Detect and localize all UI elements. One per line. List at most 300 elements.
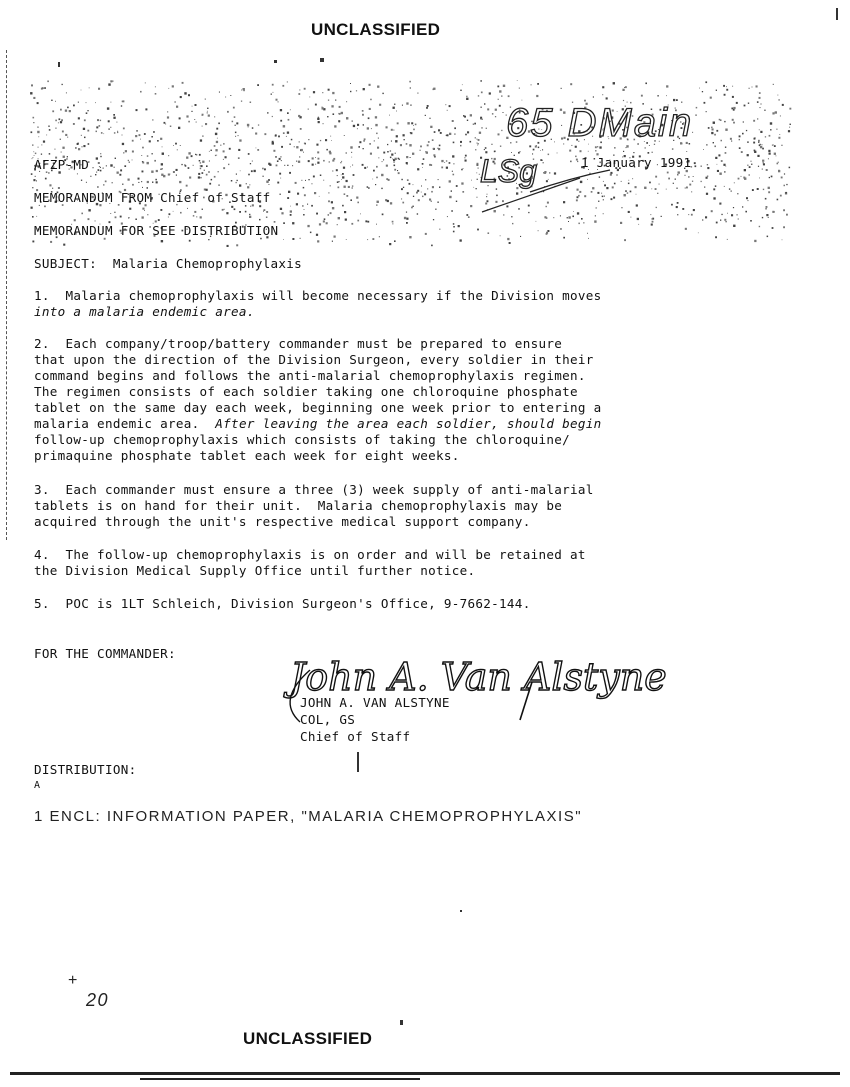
noise-dot	[60, 109, 62, 111]
noise-dot	[280, 156, 281, 157]
noise-dot	[430, 126, 432, 128]
noise-dot	[392, 221, 394, 223]
noise-dot	[31, 173, 33, 175]
noise-dot	[73, 105, 75, 107]
noise-dot	[392, 158, 393, 159]
noise-dot	[282, 85, 284, 87]
noise-dot	[67, 137, 68, 138]
noise-dot	[47, 81, 49, 83]
noise-dot	[132, 184, 134, 186]
noise-dot	[339, 106, 341, 108]
noise-dot	[96, 126, 98, 128]
noise-dot	[351, 157, 352, 158]
noise-dot	[587, 233, 588, 234]
noise-dot	[500, 235, 501, 236]
signer-rank: COL, GS	[300, 712, 356, 727]
noise-dot	[446, 135, 447, 136]
noise-dot	[428, 141, 430, 143]
noise-dot	[318, 117, 319, 118]
noise-dot	[334, 125, 336, 127]
noise-dot	[461, 169, 463, 171]
noise-dot	[333, 158, 335, 160]
distribution-value: A	[34, 780, 41, 791]
noise-dot	[360, 213, 361, 214]
noise-dot	[122, 143, 124, 145]
noise-dot	[319, 223, 321, 225]
noise-dot	[404, 139, 405, 140]
noise-dot	[83, 145, 85, 147]
noise-dot	[188, 94, 190, 96]
noise-dot	[38, 136, 39, 137]
noise-dot	[466, 96, 467, 97]
noise-dot	[376, 224, 377, 225]
noise-dot	[346, 152, 347, 153]
noise-dot	[320, 140, 321, 141]
noise-dot	[247, 124, 249, 126]
noise-dot	[223, 150, 225, 152]
noise-dot	[199, 154, 201, 156]
noise-dot	[332, 160, 334, 162]
noise-dot	[329, 161, 330, 162]
noise-dot	[420, 150, 421, 151]
noise-dot	[222, 209, 224, 211]
noise-dot	[151, 136, 153, 138]
noise-dot	[296, 146, 298, 148]
noise-dot	[32, 216, 34, 218]
noise-dot	[186, 185, 188, 187]
noise-dot	[177, 149, 178, 150]
noise-dot	[176, 175, 177, 176]
noise-dot	[155, 93, 157, 95]
noise-dot	[189, 177, 191, 179]
noise-dot	[60, 139, 61, 140]
noise-dot	[441, 160, 443, 162]
noise-dot	[332, 171, 333, 172]
noise-dot	[86, 102, 87, 103]
noise-dot	[363, 124, 364, 125]
noise-dot	[352, 120, 353, 121]
noise-dot	[613, 82, 615, 84]
noise-dot	[279, 158, 281, 160]
noise-dot	[179, 117, 181, 119]
noise-dot	[207, 111, 208, 112]
noise-dot	[433, 219, 434, 220]
noise-dot	[288, 119, 290, 121]
noise-dot	[161, 163, 163, 165]
noise-dot	[246, 183, 247, 184]
noise-dot	[198, 173, 200, 175]
noise-dot	[106, 165, 107, 166]
para-3-number: 3.	[34, 482, 50, 497]
noise-dot	[410, 157, 411, 158]
noise-dot	[391, 141, 392, 142]
noise-dot	[326, 149, 328, 151]
noise-dot	[308, 109, 309, 110]
noise-dot	[142, 162, 144, 164]
noise-dot	[352, 187, 353, 188]
noise-dot	[341, 161, 342, 162]
noise-dot	[66, 92, 67, 93]
noise-dot	[727, 239, 728, 240]
noise-dot	[289, 172, 291, 174]
noise-dot	[449, 162, 451, 164]
noise-dot	[103, 168, 104, 169]
noise-dot	[783, 209, 785, 211]
noise-dot	[189, 240, 191, 242]
noise-dot	[229, 148, 231, 150]
noise-dot	[121, 105, 122, 106]
noise-dot	[287, 197, 289, 199]
noise-dot	[298, 115, 300, 117]
noise-dot	[294, 146, 295, 147]
noise-dot	[234, 116, 236, 118]
noise-dot	[781, 145, 782, 146]
noise-dot	[215, 155, 216, 156]
noise-dot	[453, 163, 454, 164]
noise-dot	[226, 212, 228, 214]
noise-dot	[214, 145, 216, 147]
noise-dot	[37, 131, 39, 133]
noise-dot	[117, 172, 119, 174]
noise-dot	[209, 183, 211, 185]
noise-dot	[375, 124, 377, 126]
noise-dot	[335, 100, 336, 101]
noise-dot	[142, 147, 144, 149]
noise-dot	[290, 210, 292, 212]
noise-dot	[417, 93, 418, 94]
noise-dot	[561, 88, 562, 89]
noise-dot	[343, 167, 345, 169]
noise-dot	[180, 212, 182, 214]
noise-dot	[100, 170, 102, 172]
noise-dot	[257, 84, 259, 86]
noise-dot	[200, 177, 202, 179]
noise-dot	[208, 115, 210, 117]
noise-dot	[95, 221, 96, 222]
noise-dot	[460, 141, 462, 143]
noise-dot	[283, 125, 285, 127]
noise-dot	[165, 124, 166, 125]
noise-dot	[239, 184, 241, 186]
noise-dot	[280, 178, 281, 179]
noise-dot	[449, 133, 451, 135]
noise-dot	[389, 115, 390, 116]
noise-dot	[156, 181, 158, 183]
noise-dot	[754, 240, 756, 242]
noise-dot	[169, 174, 170, 175]
noise-dot	[283, 222, 285, 224]
noise-dot	[280, 109, 282, 111]
noise-dot	[789, 127, 790, 128]
noise-dot	[338, 217, 340, 219]
noise-dot	[153, 132, 154, 133]
noise-dot	[232, 121, 234, 123]
noise-dot	[466, 214, 468, 216]
noise-dot	[427, 105, 429, 107]
noise-dot	[147, 214, 148, 215]
noise-dot	[316, 234, 318, 236]
noise-dot	[194, 211, 196, 213]
noise-dot	[732, 86, 733, 87]
noise-dot	[344, 211, 346, 213]
noise-dot	[206, 165, 208, 167]
noise-dot	[200, 162, 201, 163]
distribution-label: DISTRIBUTION:	[34, 762, 137, 777]
noise-dot	[364, 138, 366, 140]
noise-dot	[330, 185, 331, 186]
noise-dot	[138, 182, 139, 183]
noise-dot	[202, 161, 204, 163]
noise-dot	[451, 210, 453, 212]
noise-dot	[191, 155, 193, 157]
noise-dot	[248, 126, 249, 127]
noise-dot	[116, 122, 117, 123]
noise-dot	[454, 133, 455, 134]
scan-edge-rule	[6, 50, 8, 540]
noise-dot	[180, 145, 181, 146]
noise-dot	[152, 119, 153, 120]
noise-dot	[345, 219, 347, 221]
noise-dot	[314, 192, 316, 194]
noise-dot	[95, 102, 96, 103]
noise-dot	[412, 153, 414, 155]
noise-dot	[317, 240, 319, 242]
noise-dot	[698, 232, 699, 233]
noise-dot	[328, 192, 329, 193]
noise-dot	[33, 97, 35, 99]
for-the-commander: FOR THE COMMANDER:	[34, 646, 176, 661]
noise-dot	[142, 171, 144, 173]
noise-dot	[404, 217, 406, 219]
noise-dot	[214, 116, 215, 117]
noise-dot	[413, 129, 415, 131]
para-2-line-3: command begins and follows the anti-malarial chemoprophylaxis regimen.	[34, 368, 586, 383]
noise-dot	[351, 223, 353, 225]
noise-dot	[279, 173, 281, 175]
noise-dot	[81, 90, 82, 91]
noise-dot	[217, 138, 218, 139]
noise-dot	[438, 129, 440, 131]
noise-dot	[269, 164, 271, 166]
noise-dot	[288, 191, 290, 193]
noise-dot	[350, 83, 351, 84]
noise-dot	[563, 237, 565, 239]
noise-dot	[313, 176, 315, 178]
noise-dot	[422, 167, 423, 168]
noise-dot	[391, 154, 393, 156]
noise-dot	[128, 160, 129, 161]
noise-dot	[396, 111, 397, 112]
noise-dot	[230, 95, 231, 96]
noise-dot	[431, 201, 432, 202]
noise-dot	[292, 238, 294, 240]
noise-dot	[332, 241, 333, 242]
noise-dot	[34, 155, 35, 156]
noise-dot	[393, 162, 394, 163]
noise-dot	[61, 152, 62, 153]
noise-dot	[346, 239, 347, 240]
noise-dot	[406, 162, 408, 164]
noise-dot	[328, 200, 330, 202]
scan-speck	[274, 60, 277, 63]
noise-dot	[375, 184, 376, 185]
noise-dot	[329, 152, 331, 154]
noise-dot	[439, 187, 440, 188]
noise-dot	[367, 239, 368, 240]
para-4-number: 4.	[34, 547, 50, 562]
noise-dot	[236, 174, 237, 175]
noise-dot	[187, 208, 188, 209]
noise-dot	[699, 88, 700, 89]
noise-dot	[353, 174, 355, 176]
noise-dot	[275, 156, 277, 158]
noise-dot	[352, 185, 353, 186]
noise-dot	[413, 196, 414, 197]
noise-dot	[273, 150, 275, 152]
noise-dot	[422, 163, 424, 165]
noise-dot	[81, 213, 83, 215]
signature-script: John A. Van Alstyne	[290, 655, 667, 699]
noise-dot	[394, 165, 396, 167]
noise-dot	[112, 182, 113, 183]
noise-dot	[444, 162, 445, 163]
noise-dot	[394, 240, 396, 242]
noise-dot	[50, 241, 52, 243]
noise-dot	[308, 139, 309, 140]
noise-dot	[478, 168, 479, 169]
noise-dot	[465, 134, 467, 136]
noise-dot	[462, 191, 464, 193]
noise-dot	[207, 108, 208, 109]
noise-dot	[390, 150, 391, 151]
noise-dot	[323, 180, 324, 181]
classification-top: UNCLASSIFIED	[311, 20, 441, 39]
noise-dot	[278, 136, 280, 138]
noise-dot	[235, 132, 237, 134]
noise-dot	[231, 180, 233, 182]
noise-dot	[583, 222, 584, 223]
noise-dot	[789, 108, 791, 110]
noise-dot	[89, 87, 90, 88]
noise-dot	[160, 138, 162, 140]
noise-dot	[200, 139, 202, 141]
noise-dot	[196, 216, 197, 217]
noise-dot	[140, 139, 141, 140]
noise-dot	[398, 158, 400, 160]
noise-dot	[451, 190, 452, 191]
noise-dot	[467, 120, 468, 121]
signer-name: JOHN A. VAN ALSTYNE	[300, 695, 450, 710]
noise-dot	[376, 133, 378, 135]
noise-dot	[312, 164, 314, 166]
noise-dot	[233, 107, 235, 109]
noise-dot	[470, 141, 472, 143]
noise-dot	[358, 146, 360, 148]
noise-dot	[410, 132, 411, 133]
noise-dot	[422, 196, 424, 198]
noise-dot	[503, 85, 505, 87]
noise-dot	[341, 174, 342, 175]
noise-dot	[773, 84, 774, 85]
noise-dot	[425, 151, 426, 152]
noise-dot	[512, 223, 513, 224]
noise-dot	[367, 167, 368, 168]
noise-dot	[44, 87, 46, 89]
noise-dot	[31, 131, 33, 133]
noise-dot	[119, 174, 121, 176]
bottom-rule-secondary	[140, 1078, 420, 1080]
para-1-number: 1.	[34, 288, 50, 303]
noise-dot	[202, 136, 203, 137]
noise-dot	[356, 90, 357, 91]
noise-dot	[207, 112, 208, 113]
noise-dot	[299, 156, 300, 157]
noise-dot	[58, 187, 60, 189]
noise-dot	[120, 216, 122, 218]
noise-dot	[218, 123, 220, 125]
noise-dot	[375, 116, 377, 118]
noise-dot	[470, 114, 472, 116]
noise-dot	[196, 154, 198, 156]
noise-dot	[387, 200, 389, 202]
noise-dot	[376, 177, 378, 179]
noise-dot	[312, 157, 314, 159]
memo-date: 1 January 1991	[581, 155, 692, 170]
noise-dot	[391, 129, 393, 131]
noise-dot	[624, 239, 626, 241]
noise-dot	[377, 86, 379, 88]
noise-dot	[162, 153, 164, 155]
noise-dot	[425, 115, 426, 116]
noise-dot	[320, 175, 322, 177]
noise-dot	[114, 212, 115, 213]
noise-dot	[202, 114, 204, 116]
noise-dot	[462, 84, 463, 85]
noise-dot	[263, 211, 264, 212]
noise-dot	[184, 92, 186, 94]
noise-dot	[330, 212, 332, 214]
noise-dot	[476, 197, 477, 198]
noise-dot	[111, 102, 112, 103]
handwritten-page-number: 20	[86, 990, 110, 1010]
noise-dot	[122, 101, 124, 103]
subject-line	[34, 256, 302, 273]
noise-dot	[420, 146, 422, 148]
noise-dot	[223, 143, 225, 145]
noise-dot	[78, 148, 80, 150]
noise-dot	[467, 131, 469, 133]
noise-dot	[200, 216, 202, 218]
noise-dot	[406, 102, 408, 104]
noise-dot	[176, 169, 178, 171]
noise-dot	[373, 170, 375, 172]
noise-dot	[110, 127, 111, 128]
noise-dot	[276, 165, 278, 167]
noise-dot	[782, 239, 783, 240]
noise-dot	[110, 213, 111, 214]
noise-dot	[100, 167, 101, 168]
noise-dot	[432, 139, 434, 141]
noise-dot	[445, 104, 446, 105]
noise-dot	[394, 104, 395, 105]
noise-dot	[433, 154, 435, 156]
noise-dot	[135, 135, 137, 137]
noise-dot	[45, 178, 47, 180]
noise-dot	[389, 243, 391, 245]
noise-dot	[267, 112, 268, 113]
noise-dot	[460, 90, 461, 91]
noise-dot	[387, 144, 388, 145]
